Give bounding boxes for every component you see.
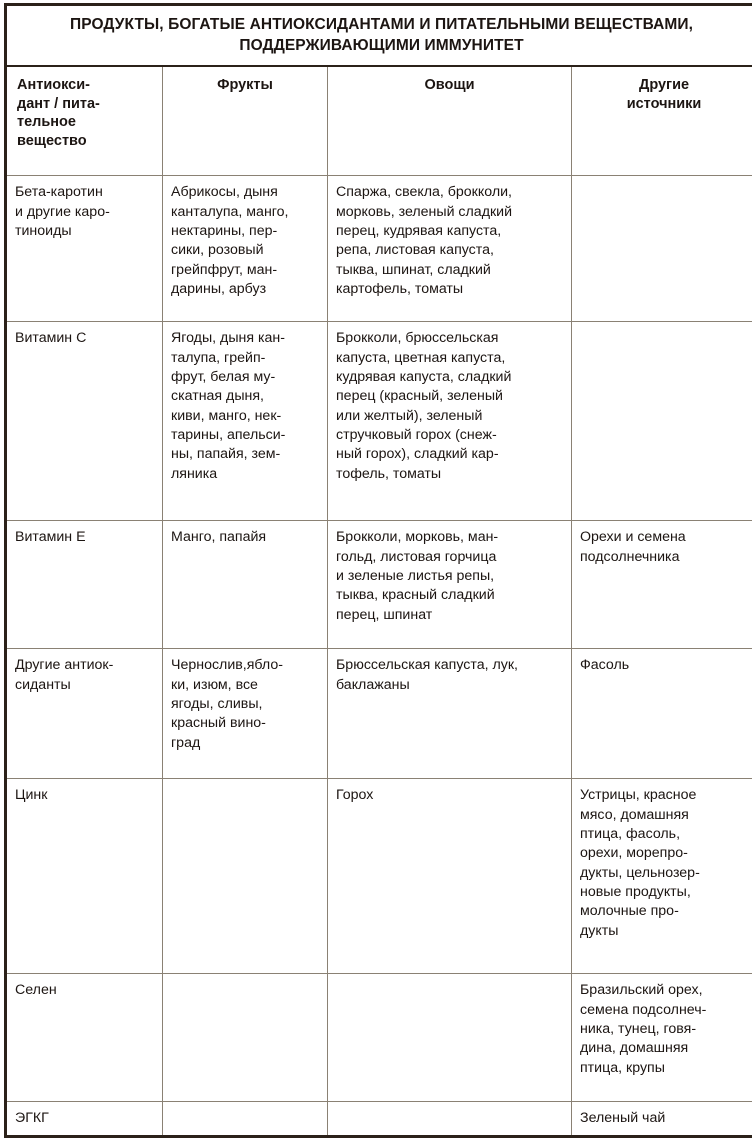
- cell-line: Брокколи, морковь, ман-: [336, 528, 563, 547]
- cell-nutrient: [6, 779, 163, 974]
- cell-line: гольд, листовая горчица: [336, 548, 563, 567]
- cell-line: ки, изюм, все: [171, 676, 319, 695]
- table-row: [6, 779, 752, 974]
- cell-line: орехи, морепро-: [580, 844, 748, 863]
- cell-nutrient: [6, 322, 163, 521]
- cell-vegetables: [328, 974, 572, 1102]
- cell-line: новые продукты,: [580, 883, 748, 902]
- cell-line: тофель, томаты: [336, 465, 563, 484]
- cell-line: кудрявая капуста, сладкий: [336, 368, 563, 387]
- column-header-nutrient: [6, 66, 163, 176]
- cell-other: [572, 521, 752, 649]
- column-header-line: вещество: [17, 132, 154, 151]
- cell-other: [572, 176, 752, 322]
- cell-line: капуста, цветная капуста,: [336, 349, 563, 368]
- nutrition-table: [4, 3, 752, 1138]
- cell-line: Чернослив,ябло-: [171, 656, 319, 675]
- cell-other: [572, 1102, 752, 1137]
- column-header-fruits: [163, 66, 328, 176]
- cell-line: Брюссельская капуста, лук,: [336, 656, 563, 675]
- cell-line: Бразильский орех,: [580, 981, 748, 1000]
- cell-fruits: [163, 649, 328, 779]
- cell-other: [572, 322, 752, 521]
- column-header-line: Фрукты: [171, 76, 319, 95]
- column-header-line: источники: [580, 95, 748, 114]
- cell-fruits: [163, 974, 328, 1102]
- cell-line: семена подсолнеч-: [580, 1001, 748, 1020]
- column-header-vegetables: [328, 66, 572, 176]
- page-title-line: ПРОДУКТЫ, БОГАТЫЕ АНТИОКСИДАНТАМИ И ПИТАТЕЛЬНЫМИ ВЕЩЕСТВАМИ,: [17, 15, 746, 35]
- page-title: [6, 5, 752, 66]
- cell-line: дукты, цельнозер-: [580, 864, 748, 883]
- cell-line: тиноиды: [15, 222, 154, 241]
- cell-line: ягоды, сливы,: [171, 695, 319, 714]
- cell-line: Брокколи, брюссельская: [336, 329, 563, 348]
- cell-line: Витамин Е: [15, 528, 154, 547]
- cell-fruits: [163, 1102, 328, 1137]
- cell-line: баклажаны: [336, 676, 563, 695]
- cell-line: перец (красный, зеленый: [336, 387, 563, 406]
- table-row: [6, 649, 752, 779]
- cell-vegetables: [328, 521, 572, 649]
- cell-line: красный вино-: [171, 714, 319, 733]
- page-title-line: ПОДДЕРЖИВАЮЩИМИ ИММУНИТЕТ: [17, 36, 746, 56]
- cell-line: и зеленые листья репы,: [336, 567, 563, 586]
- cell-line: стручковый горох (снеж-: [336, 426, 563, 445]
- cell-line: подсолнечника: [580, 548, 748, 567]
- cell-line: сиданты: [15, 676, 154, 695]
- cell-vegetables: [328, 1102, 572, 1137]
- cell-other: [572, 649, 752, 779]
- cell-line: Устрицы, красное: [580, 786, 748, 805]
- cell-line: грейпфрут, ман-: [171, 261, 319, 280]
- cell-line: Орехи и семена: [580, 528, 748, 547]
- cell-line: Витамин С: [15, 329, 154, 348]
- cell-line: молочные про-: [580, 902, 748, 921]
- column-header-line: тельное: [17, 113, 154, 132]
- cell-line: тыква, красный сладкий: [336, 586, 563, 605]
- cell-line: тыква, шпинат, сладкий: [336, 261, 563, 280]
- cell-line: и другие каро-: [15, 203, 154, 222]
- table-row: [6, 1102, 752, 1137]
- cell-line: Бета-каротин: [15, 183, 154, 202]
- cell-line: ный горох), сладкий кар-: [336, 445, 563, 464]
- cell-nutrient: [6, 521, 163, 649]
- cell-nutrient: [6, 176, 163, 322]
- column-header-other: [572, 66, 752, 176]
- cell-line: картофель, томаты: [336, 280, 563, 299]
- cell-other: [572, 974, 752, 1102]
- cell-line: птица, крупы: [580, 1059, 748, 1078]
- cell-line: Другие антиок-: [15, 656, 154, 675]
- column-header-line: дант / пита-: [17, 95, 154, 114]
- column-header-line: Антиокси-: [17, 76, 154, 95]
- cell-line: тарины, апельси-: [171, 426, 319, 445]
- cell-line: дина, домашняя: [580, 1039, 748, 1058]
- cell-line: град: [171, 734, 319, 753]
- cell-line: репа, листовая капуста,: [336, 241, 563, 260]
- cell-nutrient: [6, 649, 163, 779]
- cell-line: скатная дыня,: [171, 387, 319, 406]
- cell-line: дукты: [580, 922, 748, 941]
- cell-line: талупа, грейп-: [171, 349, 319, 368]
- cell-line: Спаржа, свекла, брокколи,: [336, 183, 563, 202]
- cell-line: сики, розовый: [171, 241, 319, 260]
- cell-line: мясо, домашняя: [580, 806, 748, 825]
- cell-line: ЭГКГ: [15, 1109, 154, 1128]
- column-header-line: Овощи: [336, 76, 563, 95]
- table-header-row: [6, 66, 752, 176]
- cell-line: ляника: [171, 465, 319, 484]
- cell-vegetables: [328, 649, 572, 779]
- cell-fruits: [163, 176, 328, 322]
- table-row: [6, 521, 752, 649]
- cell-line: Зеленый чай: [580, 1109, 748, 1128]
- cell-line: Абрикосы, дыня: [171, 183, 319, 202]
- table-row: [6, 176, 752, 322]
- cell-nutrient: [6, 1102, 163, 1137]
- table-row: [6, 322, 752, 521]
- cell-line: канталупа, манго,: [171, 203, 319, 222]
- cell-line: Горох: [336, 786, 563, 805]
- cell-fruits: [163, 322, 328, 521]
- cell-line: ны, папайя, зем-: [171, 445, 319, 464]
- table-title-row: [6, 5, 752, 66]
- table-row: [6, 974, 752, 1102]
- cell-other: [572, 779, 752, 974]
- cell-line: Манго, папайя: [171, 528, 319, 547]
- cell-line: птица, фасоль,: [580, 825, 748, 844]
- cell-vegetables: [328, 779, 572, 974]
- cell-line: фрут, белая му-: [171, 368, 319, 387]
- cell-line: Ягоды, дыня кан-: [171, 329, 319, 348]
- cell-vegetables: [328, 322, 572, 521]
- cell-line: Селен: [15, 981, 154, 1000]
- cell-line: перец, шпинат: [336, 606, 563, 625]
- cell-vegetables: [328, 176, 572, 322]
- column-header-line: Другие: [580, 76, 748, 95]
- cell-line: морковь, зеленый сладкий: [336, 203, 563, 222]
- cell-line: перец, кудрявая капуста,: [336, 222, 563, 241]
- cell-line: или желтый), зеленый: [336, 407, 563, 426]
- cell-fruits: [163, 521, 328, 649]
- cell-nutrient: [6, 974, 163, 1102]
- cell-line: нектарины, пер-: [171, 222, 319, 241]
- cell-fruits: [163, 779, 328, 974]
- cell-line: Цинк: [15, 786, 154, 805]
- cell-line: ника, тунец, говя-: [580, 1020, 748, 1039]
- cell-line: дарины, арбуз: [171, 280, 319, 299]
- cell-line: киви, манго, нек-: [171, 407, 319, 426]
- cell-line: Фасоль: [580, 656, 748, 675]
